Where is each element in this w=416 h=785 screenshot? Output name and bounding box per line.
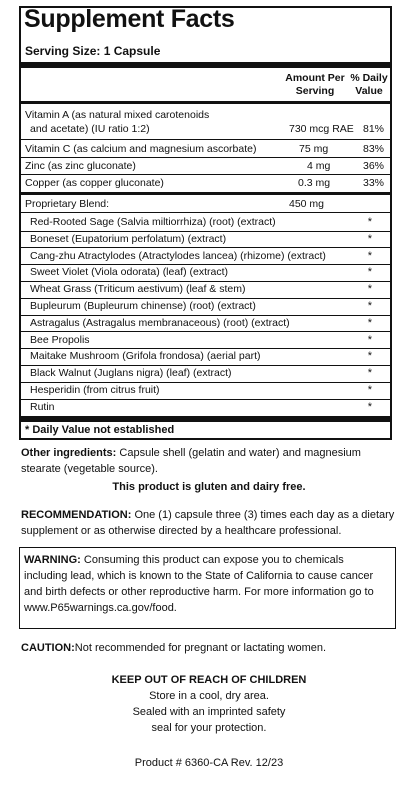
panel-title: Supplement Facts: [24, 5, 235, 33]
not-established-marker: *: [367, 367, 372, 380]
row-divider: [21, 212, 390, 213]
blend-ingredient: Boneset (Eupatorium perfolatum) (extract): [30, 232, 227, 245]
blend-ingredient: Red-Rooted Sage (Salvia miltiorrhiza) (root) (extract): [30, 216, 276, 228]
recommendation-label: RECOMMENDATION:: [21, 509, 132, 521]
caution-label: CAUTION:: [21, 642, 75, 654]
blend-ingredient: Sweet Violet (Viola odorata) (leaf) (extract): [30, 266, 229, 279]
blend-ingredient: Bee Propolis: [30, 333, 90, 346]
recommendation: [21, 507, 397, 539]
amount-header-line1: Amount Per: [285, 72, 345, 84]
not-established-marker: *: [367, 232, 372, 245]
blend-ingredient: Bupleurum (Bupleurum chinense) (root) (extract): [30, 300, 256, 312]
nutrients-end-divider: [21, 192, 390, 195]
other-ingredients-label: Other ingredients:: [21, 447, 117, 459]
caution: [21, 640, 397, 656]
supplement-facts-panel: [19, 6, 392, 440]
nutrient-amount: 4 mg: [307, 160, 331, 172]
storage-line-3: seal for your protection.: [151, 722, 267, 734]
nutrient-name: Copper (as copper gluconate): [25, 177, 164, 189]
not-established-marker: *: [367, 350, 372, 363]
nutrient-name: Zinc (as zinc gluconate): [25, 160, 136, 172]
nutrient-dv: 81%: [363, 123, 385, 135]
storage-line-2: Sealed with an imprinted safety: [132, 706, 286, 718]
row-divider: [21, 139, 390, 140]
dv-header-line2: Value: [355, 85, 383, 97]
product-code: Product # 6360-CA Rev. 12/23: [134, 757, 284, 769]
thick-divider: [21, 62, 390, 68]
amount-header-line2: Serving: [295, 85, 335, 97]
header-divider: [21, 101, 390, 104]
not-established-marker: *: [367, 216, 372, 228]
warning-label: WARNING:: [24, 554, 81, 566]
nutrient-name: Vitamin C (as calcium and magnesium ascorbate): [25, 143, 257, 155]
daily-value-note: * Daily Value not established: [25, 424, 175, 436]
not-established-marker: *: [367, 300, 372, 312]
row-divider: [21, 174, 390, 175]
warning-box: [19, 547, 396, 629]
bottom-thick-divider: [21, 416, 390, 422]
blend-ingredient: Black Walnut (Juglans nigra) (leaf) (extract): [30, 367, 232, 380]
dv-header-line1: % Daily: [350, 72, 388, 84]
blend-ingredient: Astragalus (Astragalus membranaceous) (root) (extract): [30, 316, 290, 329]
blend-ingredient: Rutin: [30, 400, 55, 413]
blend-ingredient: Maitake Mushroom (Grifola frondosa) (aerial part): [30, 350, 261, 363]
caution-text: Not recommended for pregnant or lactating women.: [74, 642, 327, 654]
blend-amount: 450 mg: [289, 198, 325, 210]
blend-ingredient: Wheat Grass (Triticum aestivum) (leaf & stem): [30, 283, 246, 296]
not-established-marker: *: [367, 384, 372, 396]
amount-header: [279, 72, 351, 98]
not-established-marker: *: [367, 266, 372, 279]
nutrient-name-cont: and acetate) (IU ratio 1:2): [30, 123, 150, 135]
recommendation-text: One (1) capsule three (3) times each day as a dietary supplement or as otherwise directed by a healthcare professional.: [21, 509, 395, 537]
row-divider: [21, 399, 390, 400]
daily-value-header: [343, 72, 395, 98]
row-divider: [21, 157, 390, 158]
nutrient-dv: 36%: [363, 160, 385, 172]
storage-line-1: Store in a cool, dry area.: [149, 690, 269, 702]
nutrient-name: Vitamin A (as natural mixed carotenoids: [25, 109, 210, 121]
nutrient-amount: 0.3 mg: [298, 177, 331, 189]
not-established-marker: *: [367, 316, 372, 329]
serving-size: Serving Size: 1 Capsule: [25, 44, 161, 58]
not-established-marker: *: [367, 333, 372, 346]
warning: [24, 552, 390, 616]
nutrient-dv: 83%: [363, 143, 385, 155]
nutrient-amount: 730 mcg RAE: [289, 123, 354, 135]
nutrient-dv: 33%: [363, 177, 385, 189]
blend-ingredient: Cang-zhu Atractylodes (Atractylodes lancea) (rhizome) (extract): [30, 249, 326, 262]
keep-out-of-reach: KEEP OUT OF REACH OF CHILDREN: [111, 674, 307, 686]
gluten-free-statement: This product is gluten and dairy free.: [112, 481, 306, 493]
not-established-marker: *: [367, 249, 372, 262]
blend-ingredient: Hesperidin (from citrus fruit): [30, 384, 160, 396]
not-established-marker: *: [367, 400, 372, 413]
other-ingredients-text: Capsule shell (gelatin and water) and magnesium stearate (vegetable source).: [21, 447, 361, 475]
not-established-marker: *: [367, 283, 372, 296]
other-ingredients: [21, 445, 397, 477]
blend-name: Proprietary Blend:: [25, 198, 110, 210]
nutrient-amount: 75 mg: [299, 143, 329, 155]
warning-text: Consuming this product can expose you to chemicals including lead, which is known to the State of California to cause cancer and birth defects or other reproductive harm. For more information go to www.P65warnings.ca.gov/food.: [24, 554, 374, 614]
